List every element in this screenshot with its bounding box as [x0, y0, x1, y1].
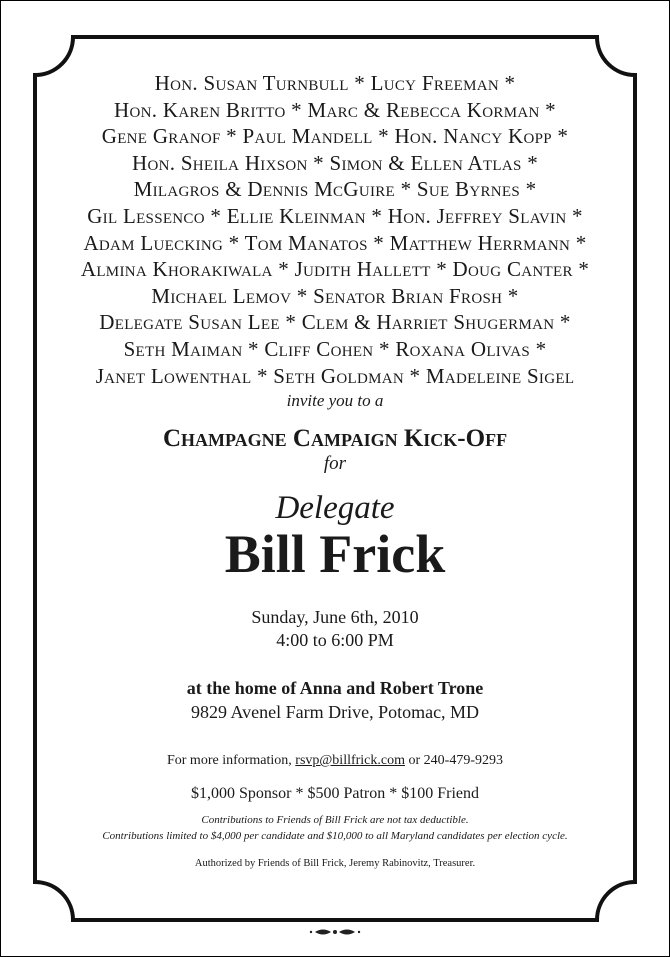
host-line: Almina Khorakiwala * Judith Hallett * Doug Canter *	[80, 257, 590, 282]
host-line: Gil Lessenco * Ellie Kleinman * Hon. Jeffrey Slavin *	[87, 203, 583, 228]
limit-disclaimer: Contributions limited to $4,000 per candidate and $10,000 to all Maryland candidates per election cycle.	[102, 830, 568, 843]
tax-disclaimer: Contributions to Friends of Bill Frick are not tax deductible.	[201, 814, 469, 827]
host-line: Seth Maiman * Cliff Cohen * Roxana Olivas *	[123, 336, 547, 361]
host-line: Michael Lemov * Senator Brian Frosh *	[151, 283, 519, 308]
invite-text: invite you to a	[286, 391, 384, 411]
event-venue: at the home of Anna and Robert Trone	[186, 678, 484, 699]
host-line: Gene Granof * Paul Mandell * Hon. Nancy Kopp *	[101, 124, 569, 149]
more-info-line	[40, 752, 630, 770]
authorized-by: Authorized by Friends of Bill Frick, Jeremy Rabinovitz, Treasurer.	[194, 858, 476, 870]
contribution-levels: $1,000 Sponsor * $500 Patron * $100 Friend	[191, 785, 479, 803]
event-address: 9829 Avenel Farm Drive, Potomac, MD	[190, 702, 480, 723]
host-line: Janet Lowenthal * Seth Goldman * Madeleine Sigel	[95, 363, 575, 388]
host-line: Adam Luecking * Tom Manatos * Matthew Herrmann *	[83, 230, 587, 255]
rsvp-phone: 240-479-9293	[423, 753, 503, 769]
event-time: 4:00 to 6:00 PM	[276, 630, 394, 651]
host-line: Delegate Susan Lee * Clem & Harriet Shugerman *	[99, 310, 571, 335]
host-line: Hon. Sheila Hixson * Simon & Ellen Atlas *	[131, 150, 538, 175]
candidate-title: Delegate	[275, 490, 395, 527]
rsvp-email-link[interactable]: rsvp@billfrick.com	[295, 753, 405, 769]
info-separator: or	[408, 753, 421, 769]
event-title: Champagne Campaign Kick-Off	[162, 425, 508, 453]
invitation-content	[40, 70, 630, 871]
event-date: Sunday, June 6th, 2010	[251, 607, 419, 628]
host-line: Hon. Karen Britto * Marc & Rebecca Korman *	[114, 97, 556, 122]
candidate-name: Bill Frick	[224, 524, 446, 585]
for-text: for	[323, 453, 347, 475]
info-prefix: For more information,	[166, 753, 292, 769]
flourish-ornament-icon	[310, 930, 360, 935]
host-list	[40, 70, 630, 389]
host-line: Milagros & Dennis McGuire * Sue Byrnes *	[133, 177, 537, 202]
host-line: Hon. Susan Turnbull * Lucy Freeman *	[154, 71, 516, 95]
